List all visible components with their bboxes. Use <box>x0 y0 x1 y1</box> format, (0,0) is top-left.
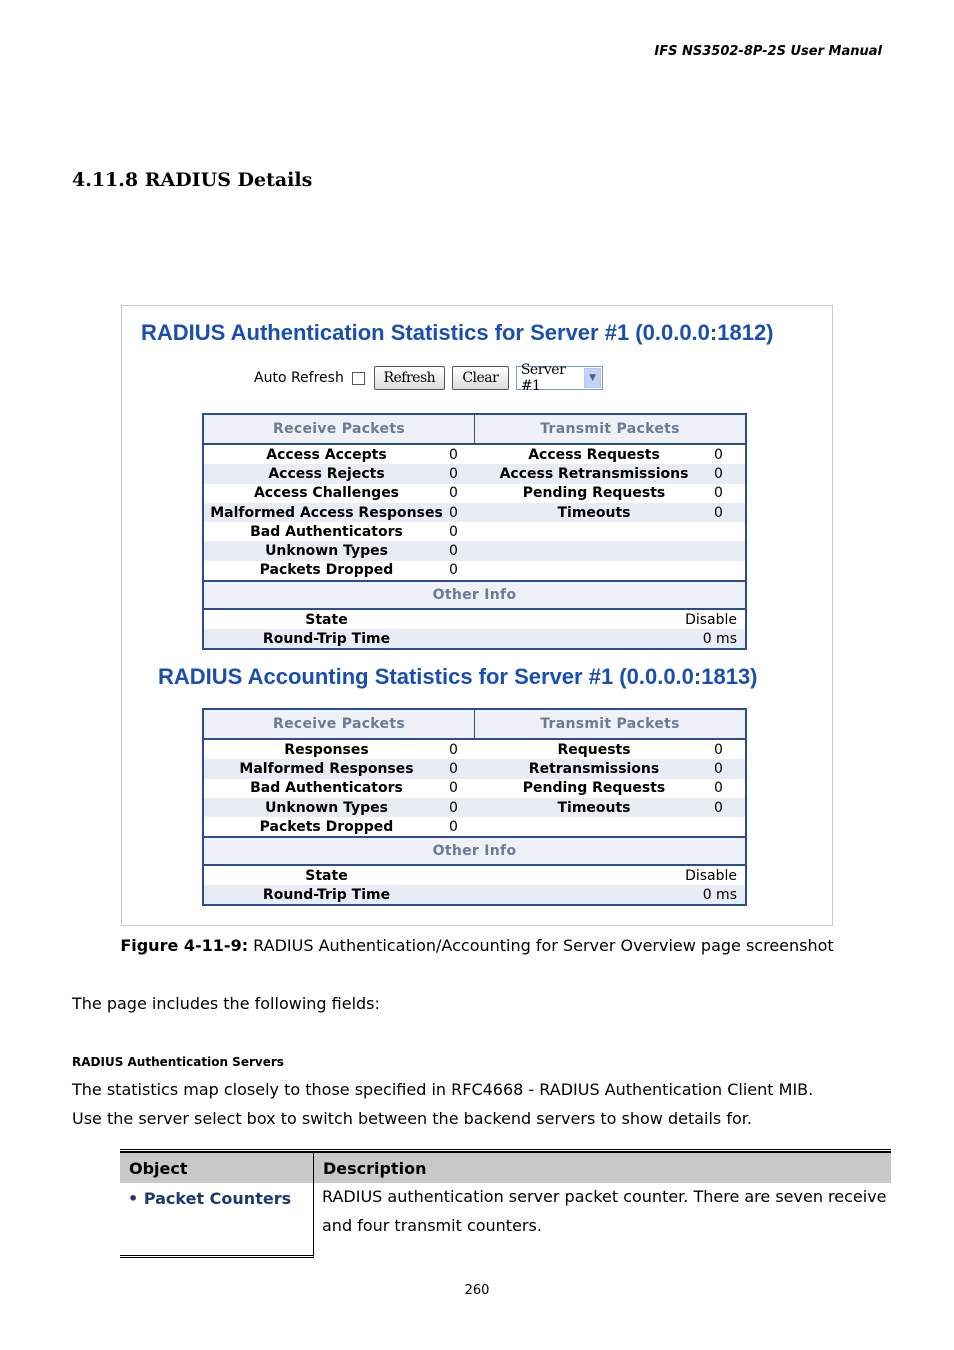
paragraph-2: Use the server select box to switch between the backend servers to show details for. <box>72 1109 752 1128</box>
info-value: Disable <box>685 611 737 628</box>
table-row <box>120 1183 891 1258</box>
rx-value: 0 <box>449 780 458 797</box>
subheading: RADIUS Authentication Servers <box>72 1055 284 1069</box>
rx-label: Packets Dropped <box>259 562 394 579</box>
figure-caption <box>0 936 954 955</box>
acct-stats-title: RADIUS Accounting Statistics for Server #1 (0.0.0.0:1813) <box>158 664 758 689</box>
clear-button[interactable]: Clear <box>452 366 509 390</box>
intro-text: The page includes the following fields: <box>72 994 380 1013</box>
info-label: Round-Trip Time <box>262 630 391 647</box>
auth-stats-title: RADIUS Authentication Statistics for Server #1 (0.0.0.0:1812) <box>141 320 774 345</box>
rx-value: 0 <box>449 760 458 777</box>
page-number: 260 <box>464 1283 490 1298</box>
rx-label: Bad Authenticators <box>250 523 403 540</box>
rx-value: 0 <box>449 446 458 463</box>
rx-value: 0 <box>449 741 458 758</box>
acct-other-info-header: Other Info <box>204 836 745 866</box>
manual-header: IFS NS3502-8P-2S User Manual <box>654 44 882 59</box>
rx-value: 0 <box>449 818 458 835</box>
tx-value: 0 <box>714 485 723 502</box>
info-value: 0 ms <box>702 886 737 903</box>
auth-stats-table <box>202 413 747 650</box>
tx-label: Pending Requests <box>522 780 666 797</box>
auth-transmit-header: Transmit Packets <box>474 415 745 443</box>
controls-bar <box>254 362 603 394</box>
rx-label: Malformed Responses <box>239 760 414 777</box>
tx-label: Requests <box>557 741 631 758</box>
rx-label: Malformed Access Responses <box>210 504 443 521</box>
description-table <box>120 1149 891 1258</box>
tx-label: Timeouts <box>557 799 631 816</box>
tx-label: Timeouts <box>557 504 631 521</box>
tx-value: 0 <box>714 741 723 758</box>
rx-value: 0 <box>449 562 458 579</box>
tx-label: Access Retransmissions <box>499 465 689 482</box>
figure-label: Figure 4-11-9: <box>120 936 249 955</box>
info-label: State <box>305 867 348 884</box>
tx-value: 0 <box>714 504 723 521</box>
info-row <box>204 885 745 904</box>
tx-value: 0 <box>714 760 723 777</box>
rx-label: Unknown Types <box>265 799 388 816</box>
server-select[interactable] <box>516 362 603 394</box>
paragraph-1: The statistics map closely to those specified in RFC4668 - RADIUS Authentication Client MIB. <box>72 1080 814 1099</box>
object-name: Packet Counters <box>143 1189 292 1208</box>
rx-value: 0 <box>449 504 458 521</box>
col-object-header: Object <box>120 1153 314 1183</box>
table-row <box>204 484 745 503</box>
info-label: Round-Trip Time <box>262 886 391 903</box>
table-row <box>204 561 745 580</box>
info-value: 0 ms <box>702 630 737 647</box>
table-row <box>204 779 745 798</box>
auth-other-info-header: Other Info <box>204 580 745 610</box>
section-title: 4.11.8 RADIUS Details <box>72 169 313 191</box>
auto-refresh-label: Auto Refresh <box>254 370 344 386</box>
acct-transmit-header: Transmit Packets <box>474 710 745 738</box>
bullet-icon: • <box>128 1189 139 1208</box>
table-row <box>204 798 745 817</box>
tx-value: 0 <box>714 465 723 482</box>
info-row <box>204 610 745 629</box>
screenshot-frame <box>121 305 833 926</box>
object-description: RADIUS authentication server packet counter. There are seven receive and four transmit counters. <box>322 1187 887 1235</box>
tx-label: Access Requests <box>528 446 660 463</box>
table-row <box>204 759 745 778</box>
acct-stats-table <box>202 708 747 906</box>
tx-value: 0 <box>714 780 723 797</box>
table-row <box>204 503 745 522</box>
table-row <box>204 817 745 836</box>
table-row <box>204 522 745 541</box>
table-row <box>204 445 745 464</box>
info-row <box>204 629 745 648</box>
rx-value: 0 <box>449 543 458 560</box>
figure-text: RADIUS Authentication/Accounting for Server Overview page screenshot <box>248 936 834 955</box>
rx-label: Packets Dropped <box>259 818 394 835</box>
table-row <box>204 541 745 560</box>
rx-value: 0 <box>449 465 458 482</box>
rx-label: Unknown Types <box>265 543 388 560</box>
rx-label: Responses <box>284 741 369 758</box>
tx-value: 0 <box>714 446 723 463</box>
info-row <box>204 866 745 885</box>
tx-label: Pending Requests <box>522 485 666 502</box>
col-description-header: Description <box>323 1158 427 1178</box>
rx-value: 0 <box>449 523 458 540</box>
rx-label: Access Accepts <box>266 446 387 463</box>
auth-receive-header: Receive Packets <box>273 421 405 437</box>
info-value: Disable <box>685 867 737 884</box>
auto-refresh-checkbox[interactable] <box>352 372 365 385</box>
table-row <box>204 464 745 483</box>
acct-receive-header: Receive Packets <box>273 716 405 732</box>
tx-label: Retransmissions <box>528 760 660 777</box>
rx-label: Access Challenges <box>253 485 400 502</box>
chevron-down-icon[interactable]: ▼ <box>584 368 601 388</box>
table-row <box>204 740 745 759</box>
rx-label: Bad Authenticators <box>250 780 403 797</box>
server-select-value: Server #1 <box>520 362 566 394</box>
rx-value: 0 <box>449 799 458 816</box>
refresh-button[interactable]: Refresh <box>374 366 445 390</box>
info-label: State <box>305 611 348 628</box>
rx-value: 0 <box>449 485 458 502</box>
tx-value: 0 <box>714 799 723 816</box>
rx-label: Access Rejects <box>268 465 385 482</box>
